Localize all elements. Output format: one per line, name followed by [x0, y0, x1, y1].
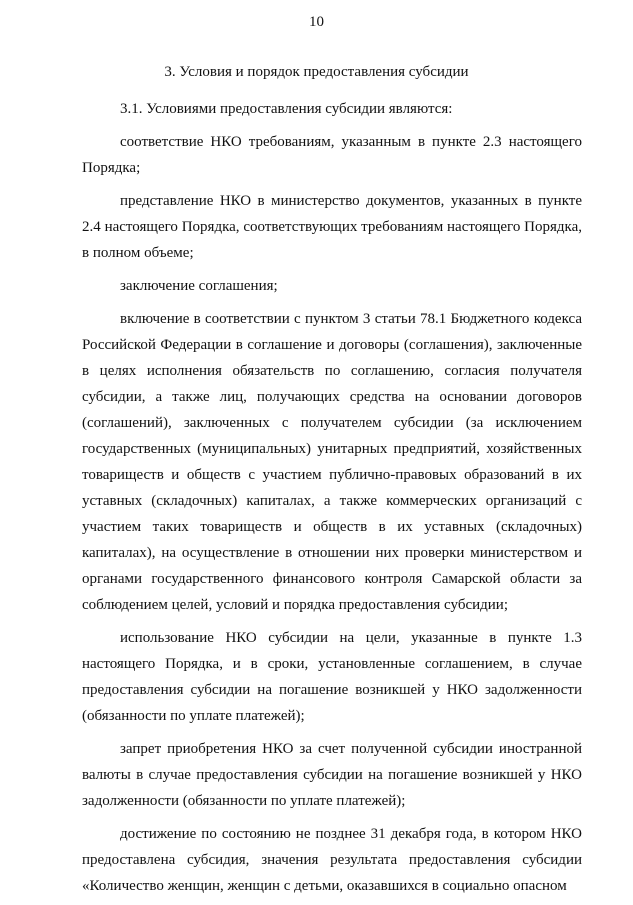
paragraph-condition-agreement: заключение соглашения;: [120, 278, 278, 294]
paragraph-condition-purpose-use: использование НКО субсидии на цели, указанные в пункте 1.3 настоящего Порядка, и в сроки, установленные соглашением, в случае предоставления субсидии на погашение возникшей у НКО задолженности (обязанности по уплате платежей);: [82, 630, 582, 724]
paragraph-condition-documents: представление НКО в министерство документов, указанных в пункте 2.4 настоящего Порядка, соответствующих требованиям настоящего Порядка, в полном объеме;: [82, 193, 582, 261]
paragraph-condition-result: достижение по состоянию не позднее 31 декабря года, в котором НКО предоставлена субсидия, значения результата предоставления субсидии «Количество женщин, женщин с детьми, оказавшихся в социально опасном: [82, 826, 582, 894]
paragraph-condition-currency-ban: запрет приобретения НКО за счет полученной субсидии иностранной валюты в случае предоставления субсидии на погашение возникшей у НКО задолженности (обязанности по уплате платежей);: [82, 741, 582, 809]
section-body: [82, 96, 582, 899]
paragraph-condition-requirements: соответствие НКО требованиям, указанным в пункте 2.3 настоящего Порядка;: [82, 134, 582, 176]
paragraph-condition-audit-consent: включение в соответствии с пунктом 3 статьи 78.1 Бюджетного кодекса Российской Федерации в соглашение и договоры (соглашения), заключенные в целях исполнения обязательств по соглашению, согласия получателя субсидии, а также лиц, получающих средства на основании договоров (соглашений), заключенных с получателем субсидии (за исключением государственных (муниципальных) унитарных предприятий, хозяйственных товариществ и обществ с участием публично-правовых образований в их уставных (складочных) капиталах, а также коммерческих организаций с участием таких товариществ и обществ в их уставных (складочных) капиталах), на осуществление в отношении них проверки министерством и органами государственного финансового контроля Самарской области за соблюдением целей, условий и порядка предоставления субсидии;: [82, 311, 582, 613]
paragraph-conditions-intro: 3.1. Условиями предоставления субсидии являются:: [120, 101, 453, 117]
section-heading: 3. Условия и порядок предоставления субсидии: [164, 64, 469, 80]
page-number: 10: [309, 14, 324, 30]
